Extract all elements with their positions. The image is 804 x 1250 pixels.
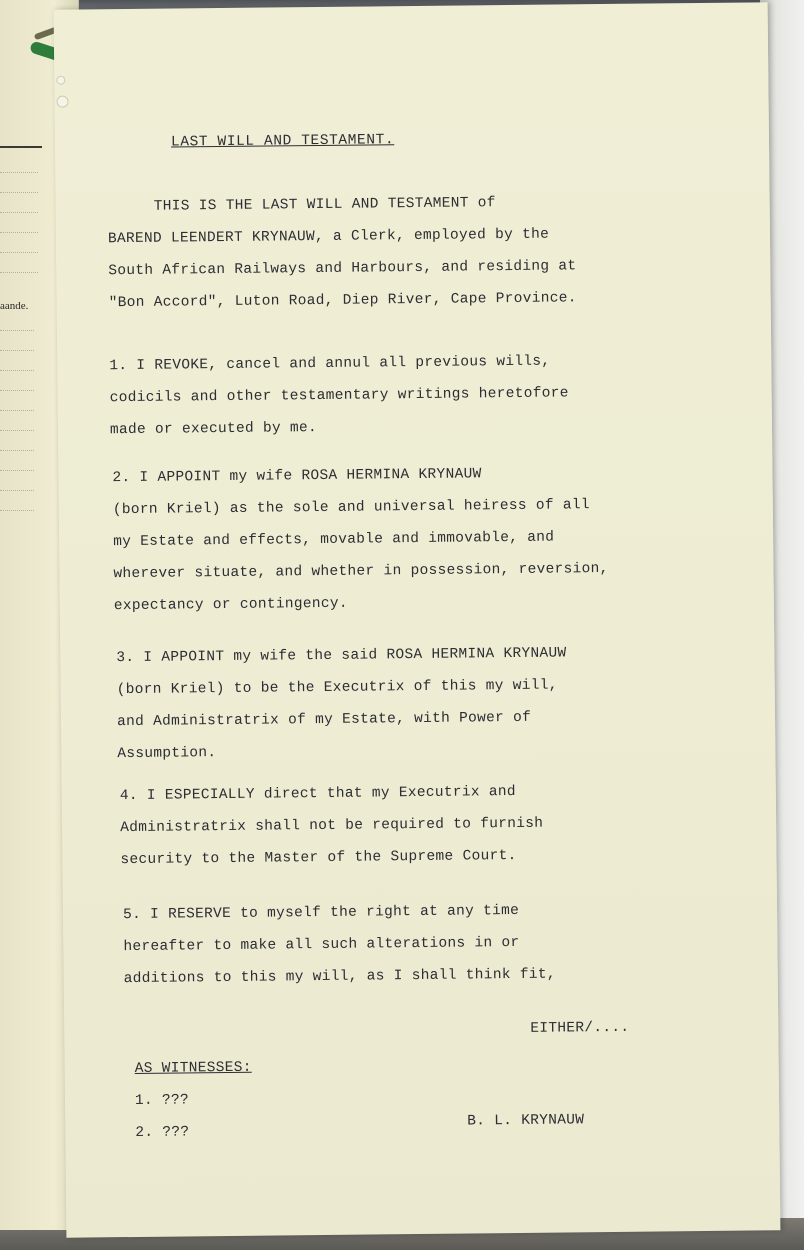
clause-line: Administratrix shall not be required to furnish xyxy=(120,815,544,837)
continuation-mark: EITHER/.... xyxy=(530,1019,630,1037)
testator-signature: B. L. KRYNAUW xyxy=(467,1112,585,1130)
clause-line: made or executed by me. xyxy=(109,420,318,439)
back-page-dotted-line xyxy=(0,212,38,213)
back-page-dotted-line xyxy=(0,430,34,431)
clause-line: (born Kriel) as the sole and universal heiress of all xyxy=(112,497,590,519)
intro-line: South African Railways and Harbours, and residing at xyxy=(108,258,577,280)
back-page-dotted-line xyxy=(0,232,38,233)
witness-line: 2. ??? xyxy=(135,1124,190,1141)
back-page-dotted-line xyxy=(0,330,34,331)
will-page xyxy=(54,2,781,1237)
clause-line: security to the Master of the Supreme Court. xyxy=(120,847,517,869)
clause-line: Assumption. xyxy=(117,745,217,763)
document-title: LAST WILL AND TESTAMENT. xyxy=(170,132,395,151)
clause-line: 5. I RESERVE to myself the right at any time xyxy=(122,902,520,924)
punch-hole xyxy=(56,76,65,85)
back-page-dotted-line xyxy=(0,470,34,471)
punch-hole xyxy=(56,96,68,108)
clause-line: additions to this my will, as I shall think fit, xyxy=(123,966,556,988)
back-page-dotted-line xyxy=(0,370,34,371)
back-page-dotted-line xyxy=(0,350,34,351)
back-page-dotted-line xyxy=(0,272,38,273)
back-page-dotted-line xyxy=(0,450,34,451)
witness-line: 1. ??? xyxy=(134,1092,190,1109)
intro-line: "Bon Accord", Luton Road, Diep River, Cape Province. xyxy=(108,290,577,312)
clause-line: and Administratrix of my Estate, with Power of xyxy=(116,709,532,731)
clause-line: wherever situate, and whether in possession, reversion, xyxy=(113,560,609,583)
clause-line: my Estate and effects, movable and immovable, and xyxy=(113,529,555,551)
clause-line: codicils and other testamentary writings heretofore xyxy=(109,385,569,407)
clause-line: 3. I APPOINT my wife the said ROSA HERMINA KRYNAUW xyxy=(116,645,567,667)
clause-line: 2. I APPOINT my wife ROSA HERMINA KRYNAUW xyxy=(112,466,482,487)
back-page-word: aande. xyxy=(0,300,29,312)
back-page-dotted-line xyxy=(0,490,34,491)
back-page-dotted-line xyxy=(0,172,38,173)
back-page-rule xyxy=(0,146,42,148)
intro-line: THIS IS THE LAST WILL AND TESTAMENT of xyxy=(153,195,496,215)
clause-line: expectancy or contingency. xyxy=(113,595,348,615)
clause-line: 4. I ESPECIALLY direct that my Executrix and xyxy=(119,783,516,805)
back-page-dotted-line xyxy=(0,390,34,391)
clause-line: (born Kriel) to be the Executrix of this my will, xyxy=(116,677,558,699)
back-page-dotted-line xyxy=(0,510,34,511)
back-page-dotted-line xyxy=(0,410,34,411)
back-page-dotted-line xyxy=(0,192,38,193)
intro-line: BAREND LEENDERT KRYNAUW, a Clerk, employed by the xyxy=(107,226,550,248)
clause-line: hereafter to make all such alterations in or xyxy=(123,934,520,956)
back-page-dotted-line xyxy=(0,252,38,253)
clause-line: 1. I REVOKE, cancel and annul all previous wills, xyxy=(109,353,551,375)
witnesses-heading: AS WITNESSES: xyxy=(134,1059,252,1077)
